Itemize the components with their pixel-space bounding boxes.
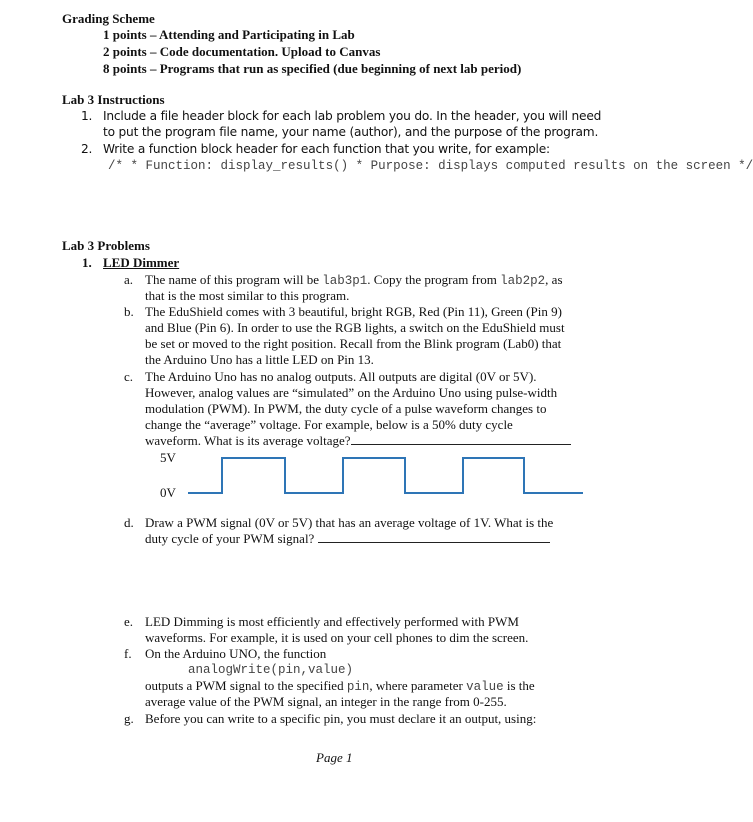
item-f-line-1: On the Arduino UNO, the function [145, 646, 327, 661]
item-d-line-2: duty cycle of your PWM signal? [145, 531, 550, 547]
item-e-line-2: waveforms. For example, it is used on your cell phones to dim the screen. [145, 630, 529, 645]
item-b-line-3: be set or moved to the right position. Recall from the Blink program (Lab0) that [145, 336, 562, 351]
item-b-label: b. [124, 304, 134, 319]
item-e-line-1: LED Dimming is most efficiently and effectively performed with PWM [145, 614, 519, 629]
problems-heading: Lab 3 Problems [62, 238, 150, 253]
filename-lab2p2: lab2p2 [500, 274, 546, 288]
instruction-1-line-1: Include a file header block for each lab problem you do. In the header, you will need [103, 109, 602, 123]
item-c-line-3: modulation (PWM). In PWM, the duty cycle of a pulse waveform changes to [145, 401, 547, 416]
code-line: * Function: display_results() [130, 159, 349, 173]
waveform-label-5v: 5V [160, 450, 176, 465]
instruction-1-line-2: to put the program file name, your name (author), and the purpose of the program. [103, 125, 599, 139]
instruction-2-number: 2. [81, 142, 93, 156]
instructions-heading: Lab 3 Instructions [62, 92, 165, 107]
item-c-label: c. [124, 369, 134, 384]
item-d-label: d. [124, 515, 134, 530]
param-value: value [466, 680, 504, 694]
grading-item-3: 8 points – Programs that run as specified (due beginning of next lab period) [103, 61, 522, 76]
analogwrite-signature: analogWrite(pin,value) [188, 663, 354, 677]
item-f-line-3: outputs a PWM signal to the specified pin, where parameter value is the [145, 678, 535, 694]
problem-1-title: LED Dimmer [103, 255, 180, 270]
item-d-line-1: Draw a PWM signal (0V or 5V) that has an average voltage of 1V. What is the [145, 515, 554, 530]
item-a-line-2: that is the most similar to this program. [145, 288, 350, 303]
item-g-line-1: Before you can write to a specific pin, you must declare it an output, using: [145, 711, 537, 726]
item-b-line-1: The EduShield comes with 3 beautiful, bright RGB, Red (Pin 11), Green (Pin 9) [145, 304, 562, 319]
item-c-line-2: However, analog values are “simulated” on the Arduino Uno using pulse-width [145, 385, 558, 400]
item-f-label: f. [124, 646, 132, 661]
item-e-label: e. [124, 614, 134, 629]
item-c-line-4: change the “average” voltage. For example, below is a 50% duty cycle [145, 417, 513, 432]
item-b-line-4: the Arduino Uno has a little LED on Pin 13. [145, 352, 374, 367]
item-c-line-1: The Arduino Uno has no analog outputs. All outputs are digital (0V or 5V). [145, 369, 537, 384]
code-line: /* [108, 159, 124, 173]
code-line: */ [738, 159, 753, 173]
item-b-line-2: and Blue (Pin 6). In order to use the RGB lights, a switch on the EduShield must [145, 320, 565, 335]
pwm-50-percent-waveform [188, 458, 583, 493]
item-c-line-5: waveform. What is its average voltage? [145, 433, 571, 449]
duty-cycle-answer-blank [318, 531, 550, 543]
code-line: * Purpose: displays computed results on the screen [355, 159, 731, 173]
item-f-line-4: average value of the PWM signal, an integer in the range from 0-255. [145, 694, 507, 709]
page-number: Page 1 [316, 750, 353, 765]
item-a-line-1: The name of this program will be lab3p1. Copy the program from lab2p2, as [145, 272, 563, 288]
item-g-label: g. [124, 711, 134, 726]
grading-item-1: 1 points – Attending and Participating in Lab [103, 27, 355, 42]
waveform-label-0v: 0V [160, 485, 176, 500]
param-pin: pin [346, 680, 370, 694]
filename-lab3p1: lab3p1 [322, 274, 368, 288]
grading-heading: Grading Scheme [62, 11, 155, 26]
item-a-label: a. [124, 272, 134, 287]
problem-1-number: 1. [82, 255, 92, 270]
grading-item-2: 2 points – Code documentation. Upload to Canvas [103, 44, 381, 59]
instruction-1-number: 1. [81, 109, 93, 123]
instruction-2-line-1: Write a function block header for each function that you write, for example: [103, 142, 550, 156]
